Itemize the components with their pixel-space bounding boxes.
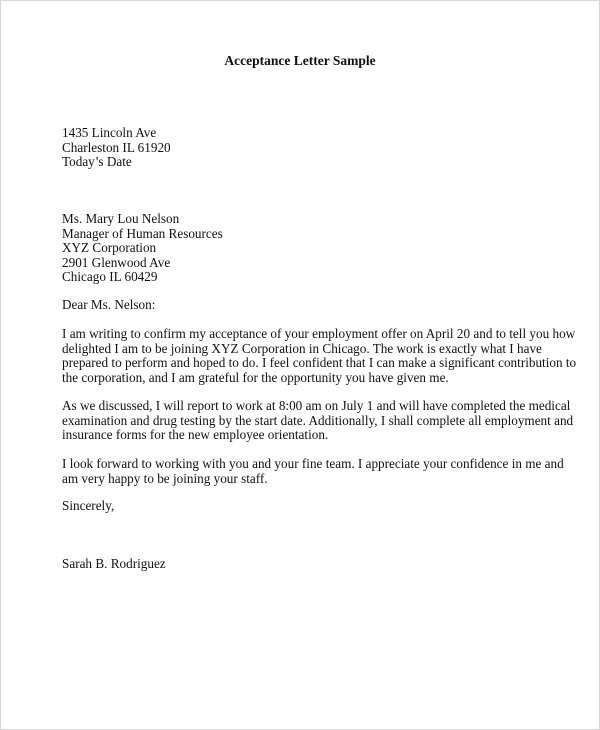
paragraph-acceptance <box>62 326 577 385</box>
recipient-address <box>62 212 562 285</box>
paragraph-line: I am writing to confirm my acceptance of your employment offer on April 20 and to tell you how <box>62 326 576 341</box>
recipient-position: Manager of Human Resources <box>62 225 223 241</box>
sender-street: 1435 Lincoln Ave <box>62 125 157 140</box>
closing-text: Sincerely, <box>62 498 115 513</box>
letter-title: Acceptance Letter Sample <box>224 53 376 68</box>
paragraph-start-details <box>62 398 574 443</box>
paragraph-line: I look forward to working with you and your fine team. I appreciate your confidence in me and <box>62 456 564 471</box>
salutation <box>62 298 562 313</box>
paragraph-line: the corporation, and I am grateful for the opportunity you have given me. <box>62 369 449 385</box>
signature <box>62 557 562 572</box>
closing <box>62 499 562 514</box>
paragraph-line: examination and drug testing by the start date. Additionally, I shall complete all employment and <box>62 412 574 428</box>
paragraph-line: delighted I am to be joining XYZ Corporation in Chicago. The work is exactly what I have <box>62 340 542 356</box>
sender-address <box>62 126 562 170</box>
letter-date: Today’s Date <box>62 154 132 169</box>
paragraph-closing-remarks <box>62 456 564 486</box>
paragraph-line: prepared to perform and hoped to do. I feel confident that I can make a significant contribution to <box>62 355 577 370</box>
paragraph-line: insurance forms for the new employee orientation. <box>62 427 329 442</box>
recipient-street: 2901 Glenwood Ave <box>62 254 171 270</box>
recipient-city: Chicago IL 60429 <box>62 269 158 284</box>
signature-name: Sarah B. Rodriguez <box>62 556 166 571</box>
sender-city: Charleston IL 61920 <box>62 139 171 155</box>
paragraph-line: am very happy to be joining your staff. <box>62 470 268 486</box>
paragraph-line: As we discussed, I will report to work at 8:00 am on July 1 and will have completed the medical <box>62 398 571 413</box>
salutation-text: Dear Ms. Nelson: <box>62 297 156 312</box>
recipient-company: XYZ Corporation <box>62 240 157 255</box>
recipient-name: Ms. Mary Lou Nelson <box>62 211 180 226</box>
